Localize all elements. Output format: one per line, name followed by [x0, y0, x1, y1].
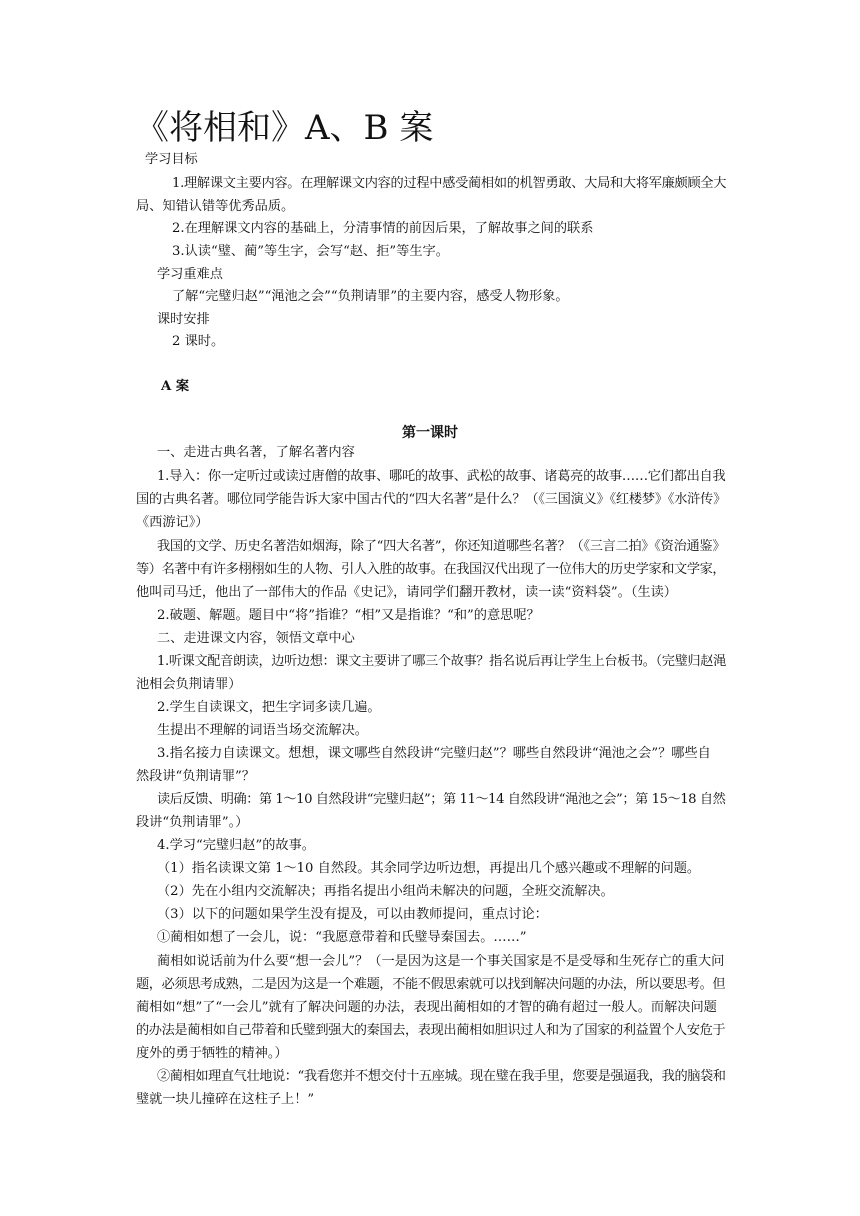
paragraph-15-line-1: ②蔺相如理直气壮地说：“我看您并不想交付十五座城。现在璧在我手里，您要是强逼我，我的脑袋和 [157, 1069, 726, 1084]
paragraph-8-line-1: 读后反馈、明确：第 1～10 自然段讲“完璧归赵”；第 11～14 自然段讲“渑池之会”；第 15～18 自然 [157, 792, 726, 807]
paragraph-14-line-3: 蔺相如“想”了“一会儿”就有了解决问题的办法，表现出蔺相如的才智的确有超过一般人。而解决问题 [136, 1000, 717, 1015]
document-title: 《将相和》A、B 案 [135, 108, 434, 148]
goal-1-line-1: 1.理解课文主要内容。在理解课文内容的过程中感受蔺相如的机智勇敢、大局和大将军廉颇顾全大 [172, 176, 727, 191]
section-1-heading: 一、走进古典名著，了解名著内容 [157, 445, 355, 460]
paragraph-1-line-3: 《西游记》） [136, 515, 209, 530]
paragraph-14-line-1: 蔺相如说话前为什么要“想一会儿”？（一是因为这是一个事关国家是不是受辱和生死存亡的重大问 [157, 954, 725, 969]
paragraph-8-line-2: 段讲“负荆请罪”。） [136, 815, 249, 830]
paragraph-2-line-1: 我国的文学、历史名著浩如烟海，除了“四大名著”，你还知道哪些名著？（《三言二拍》《资治通鉴》 [157, 539, 726, 554]
schedule-label: 课时安排 [157, 312, 210, 327]
schedule-text: 2 课时。 [172, 334, 225, 349]
paragraph-2-line-2: 等）名著中有许多栩栩如生的人物、引人入胜的故事。在我国汉代出现了一位伟大的历史学家和文学家， [136, 562, 726, 577]
plan-a-label: A 案 [161, 379, 190, 394]
paragraph-9: 4.学习“完璧归赵”的故事。 [157, 838, 315, 853]
paragraph-1-line-2: 国的古典名著。哪位同学能告诉大家中国古代的“四大名著”是什么？（《三国演义》《红楼梦》《水浒传》 [136, 492, 727, 507]
paragraph-11: （2）先在小组内交流解决；再指名提出小组尚未解决的问题，全班交流解决。 [157, 884, 614, 899]
paragraph-14-line-2: 题，必须思考成熟，二是因为这是一个难题，不能不假思索就可以找到解决问题的办法，所以要思考。但 [136, 977, 726, 992]
paragraph-12: （3）以下的问题如果学生没有提及，可以由教师提问，重点讨论： [157, 907, 548, 922]
goal-1-line-2: 局、知错认错等优秀品质。 [136, 199, 295, 214]
section-2-heading: 二、走进课文内容，领悟文章中心 [157, 631, 355, 646]
paragraph-10: （1）指名读课文第 1～10 自然段。其余同学边听边想，再提出几个感兴趣或不理解的问题。 [157, 861, 701, 876]
paragraph-7-line-1: 3.指名接力自读课文。想想，课文哪些自然段讲“完璧归赵”？哪些自然段讲“渑池之会”？哪些自 [157, 746, 711, 761]
paragraph-3: 2.破题、解题。题目中“将”指谁？“相”又是指谁？“和”的意思呢？ [157, 608, 540, 623]
paragraph-4-line-1: 1.听课文配音朗读，边听边想：课文主要讲了哪三个故事？指名说后再让学生上台板书。（完璧归赵渑 [157, 654, 726, 669]
paragraph-7-line-2: 然段讲“负荆请罪”？ [136, 769, 255, 784]
goals-label: 学习目标 [145, 152, 198, 167]
paragraph-13: ①蔺相如想了一会儿，说：“我愿意带着和氏璧导秦国去。……” [157, 930, 527, 945]
paragraph-5: 2.学生自读课文，把生字词多读几遍。 [157, 700, 381, 715]
paragraph-14-line-5: 度外的勇于牺牲的精神。） [136, 1046, 288, 1061]
paragraph-2-line-3: 他叫司马迁，他出了一部伟大的作品《史记》，请同学们翻开教材，读一读“资料袋”。（生读） [136, 585, 677, 600]
paragraph-4-line-2: 池相会负荆请罪） [136, 677, 242, 692]
difficulty-text: 了解“完璧归赵”“渑池之会”“负荆请罪”的主要内容，感受人物形象。 [172, 289, 569, 304]
lesson-heading: 第一课时 [402, 425, 458, 441]
paragraph-6: 生提出不理解的词语当场交流解决。 [157, 723, 368, 738]
paragraph-15-line-2: 璧就一块儿撞碎在这柱子上！” [136, 1092, 315, 1107]
goal-2: 2.在理解课文内容的基础上，分清事情的前因后果，了解故事之间的联系 [172, 221, 594, 236]
paragraph-1-line-1: 1.导入：你一定听过或读过唐僧的故事、哪吒的故事、武松的故事、诸葛亮的故事……它们都出自我 [157, 469, 726, 484]
paragraph-14-line-4: 的办法是蔺相如自己带着和氏璧到强大的秦国去，表现出蔺相如胆识过人和为了国家的利益置个人安危于 [136, 1023, 726, 1038]
difficulty-label: 学习重难点 [157, 267, 223, 282]
goal-3: 3.认读“璧、蔺”等生字，会写“赵、拒”等生字。 [172, 244, 449, 259]
